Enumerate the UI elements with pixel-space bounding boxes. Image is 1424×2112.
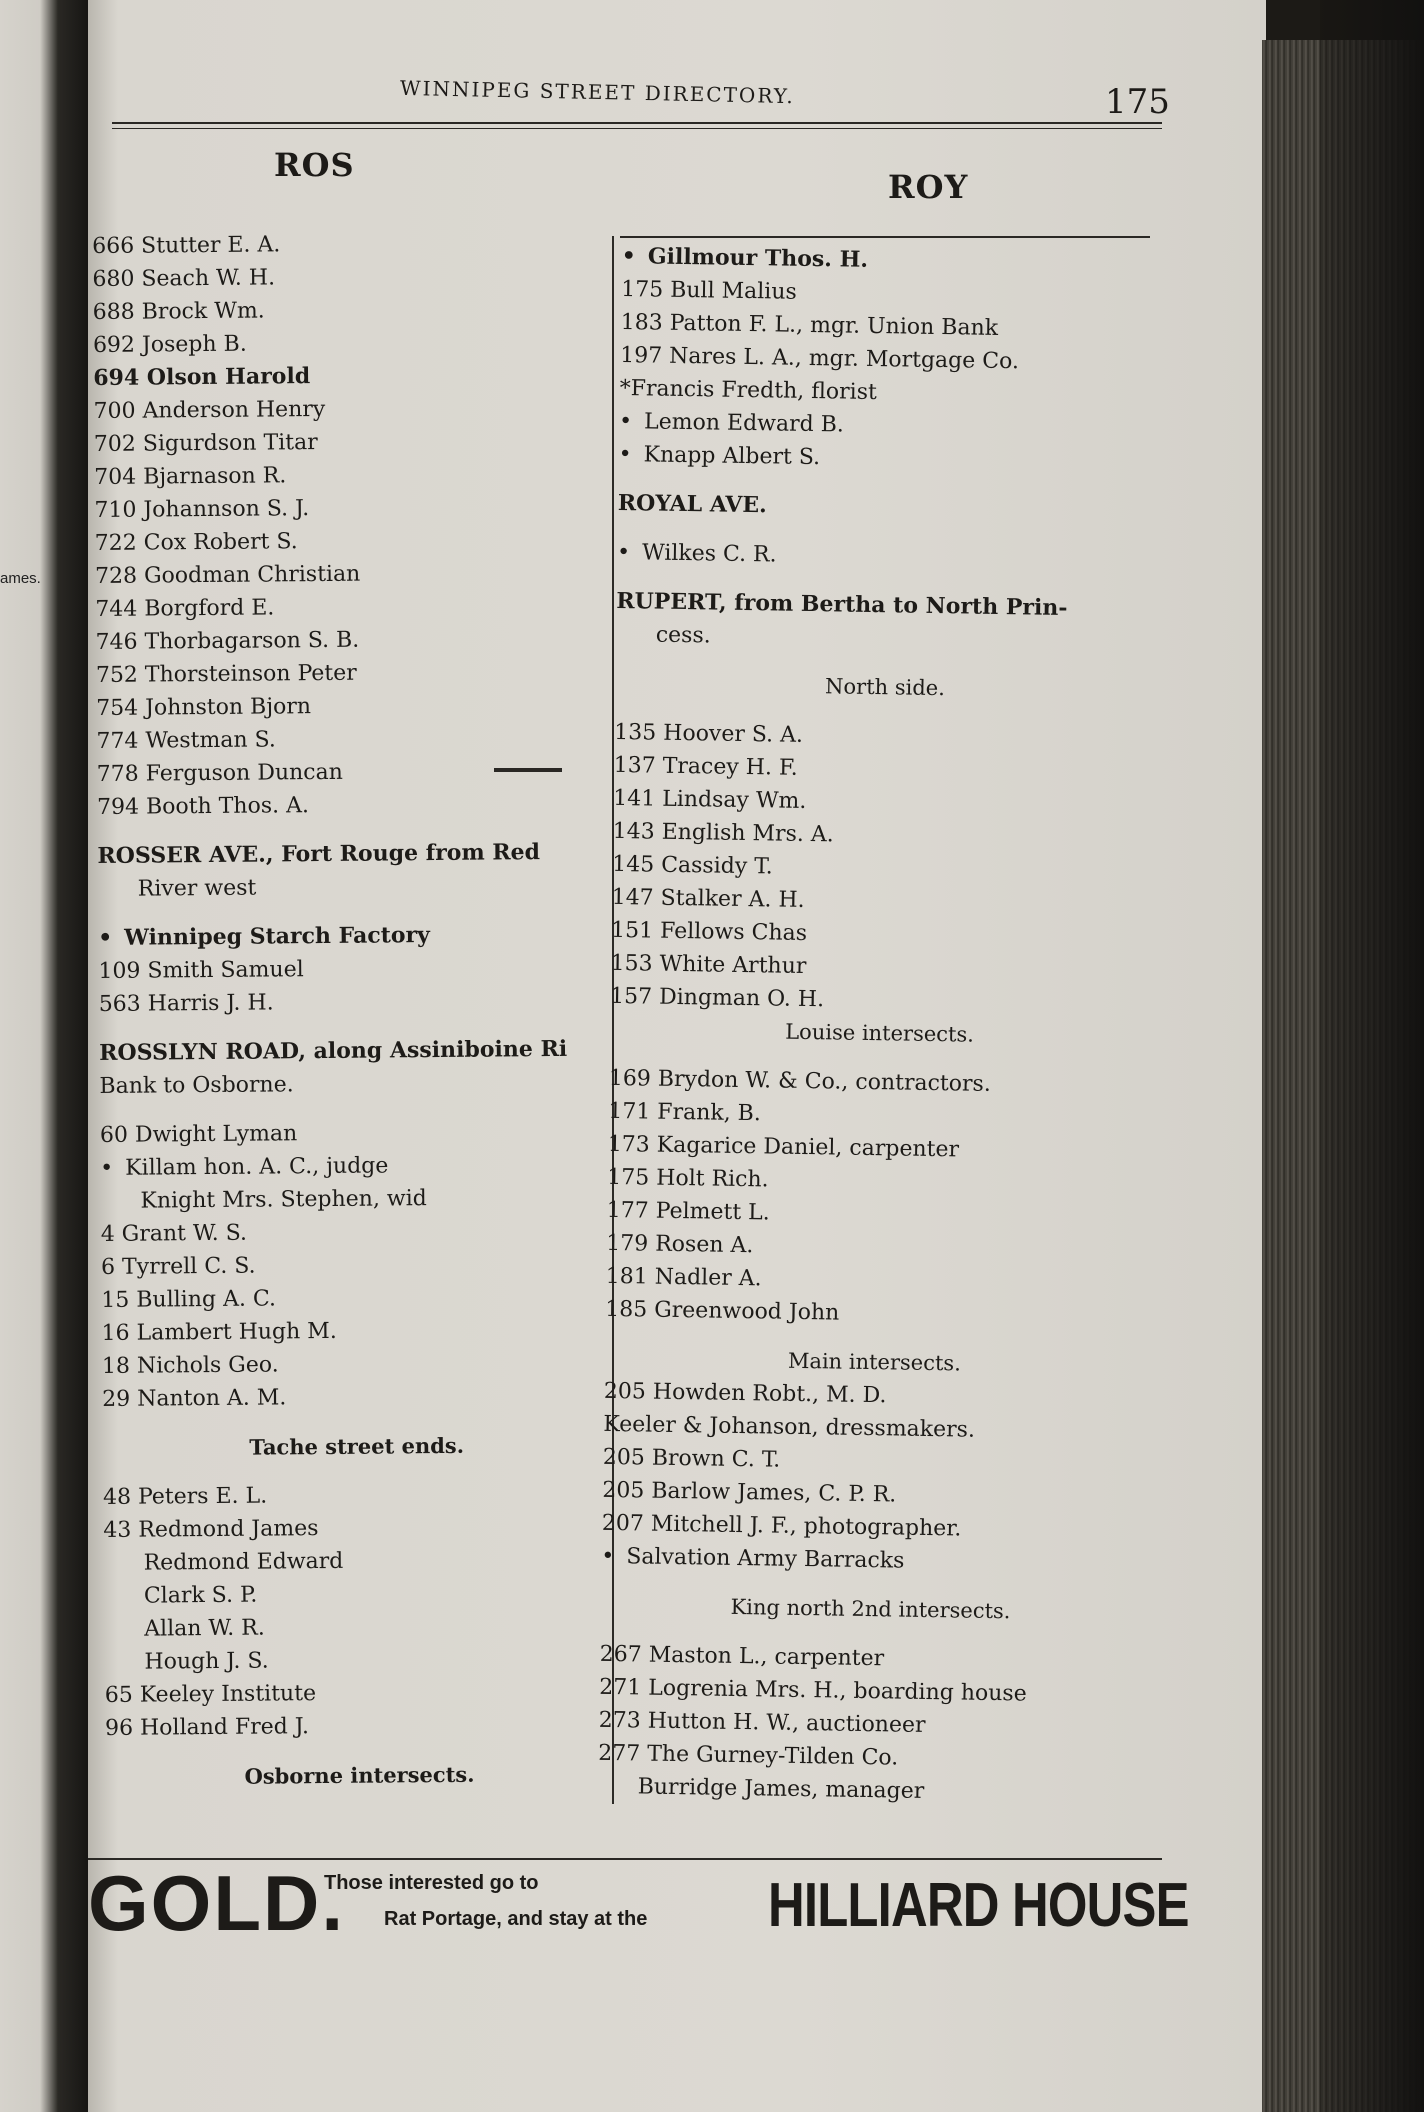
directory-entry: 778 Ferguson Duncan xyxy=(96,759,343,787)
directory-entry: 563 Harris J. H. xyxy=(98,990,274,1017)
directory-entry: 702 Sigurdson Titar xyxy=(93,430,318,457)
directory-entry: 175 Holt Rich. xyxy=(607,1164,769,1193)
directory-entry: 728 Goodman Christian xyxy=(94,561,361,589)
directory-entry: 277 The Gurney-Tilden Co. xyxy=(598,1740,899,1771)
directory-entry: 153 White Arthur xyxy=(610,950,807,979)
directory-entry: 710 Johannson S. J. xyxy=(94,496,310,523)
left-column xyxy=(92,226,614,1794)
advertisement xyxy=(88,1850,1262,1980)
directory-entry: Knight Mrs. Stephen, wid xyxy=(140,1186,427,1214)
directory-entry: 688 Brock Wm. xyxy=(92,298,265,325)
directory-entry: River west xyxy=(137,875,257,902)
book-edge-shadow xyxy=(1320,0,1424,2112)
directory-entry: 145 Cassidy T. xyxy=(611,851,773,880)
directory-entry: • Gillmour Thos. H. xyxy=(621,240,1161,281)
directory-entry: 18 Nichols Geo. xyxy=(101,1352,279,1379)
directory-entry: *Francis Fredth, florist xyxy=(619,375,878,406)
directory-entry: 157 Dingman O. H. xyxy=(609,983,825,1013)
directory-entry: 179 Rosen A. xyxy=(606,1230,754,1259)
right-guide-word: ROY xyxy=(888,168,969,206)
directory-entry: 722 Cox Robert S. xyxy=(94,529,298,556)
directory-entry: 680 Seach W. H. xyxy=(92,265,276,292)
directory-entry: ROSSLYN ROAD, along Assiniboine Ri xyxy=(99,1035,568,1066)
directory-entry: Keeler & Johanson, dressmakers. xyxy=(603,1411,976,1443)
directory-entry: 169 Brydon W. & Co., contractors. xyxy=(608,1065,991,1097)
directory-entry: 774 Westman S. xyxy=(96,727,276,754)
directory-entry: RUPERT, from Bertha to North Prin- xyxy=(616,587,1068,622)
directory-entry: ROYAL AVE. xyxy=(617,489,767,519)
directory-entry: 704 Bjarnason R. xyxy=(94,463,287,490)
directory-entry: • Salvation Army Barracks xyxy=(601,1540,1141,1581)
directory-entry: 207 Mitchell J. F., photographer. xyxy=(601,1510,962,1542)
directory-entry: 746 Thorbagarson S. B. xyxy=(95,627,360,655)
directory-entry: 271 Logrenia Mrs. H., boarding house xyxy=(599,1674,1027,1707)
directory-entry: Main intersects. xyxy=(787,1348,962,1376)
directory-entry: • Killam hon. A. C., judge xyxy=(100,1148,608,1185)
directory-entry: 151 Fellows Chas xyxy=(610,917,808,946)
directory-entry: 754 Johnston Bjorn xyxy=(96,694,312,721)
directory-entry: 692 Joseph B. xyxy=(92,331,247,358)
ad-line-2: Rat Portage, and stay at the xyxy=(384,1908,648,1930)
directory-entry: Redmond Edward xyxy=(143,1548,344,1576)
directory-entry: 15 Bulling A. C. xyxy=(101,1286,277,1313)
directory-entry: 666 Stutter E. A. xyxy=(92,232,281,259)
directory-entry: cess. xyxy=(655,622,711,649)
directory-entry: 147 Stalker A. H. xyxy=(611,884,805,913)
left-guide-word: ROS xyxy=(274,146,355,184)
directory-entry: • Lemon Edward B. xyxy=(619,405,1159,446)
directory-entry: ROSSER AVE., Fort Rouge from Red xyxy=(97,839,541,869)
directory-entry: 183 Patton F. L., mgr. Union Bank xyxy=(620,309,999,341)
directory-entry: Clark S. P. xyxy=(143,1582,258,1609)
directory-entry: 65 Keeley Institute xyxy=(104,1681,317,1708)
directory-entry: King north 2nd intersects. xyxy=(730,1594,1011,1624)
directory-entry: 205 Barlow James, C. P. R. xyxy=(602,1477,897,1508)
ad-hotel-name: HILLIARD HOUSE xyxy=(768,1871,1189,1940)
directory-entry: Osborne intersects. xyxy=(244,1761,475,1789)
directory-entry: 181 Nadler A. xyxy=(605,1263,762,1292)
directory-entry: 273 Hutton H. W., auctioneer xyxy=(598,1707,926,1738)
directory-entry: 29 Nanton A. M. xyxy=(102,1385,287,1412)
directory-entry: 173 Kagarice Daniel, carpenter xyxy=(607,1131,960,1163)
directory-entry: 185 Greenwood John xyxy=(605,1296,840,1326)
directory-entry: North side. xyxy=(824,674,946,701)
directory-entry: 700 Anderson Henry xyxy=(93,396,326,424)
directory-entry: Louise intersects. xyxy=(785,1019,975,1047)
directory-entry: 96 Holland Fred J. xyxy=(104,1714,310,1741)
directory-entry: 4 Grant W. S. xyxy=(100,1220,248,1247)
directory-entry: 16 Lambert Hugh M. xyxy=(101,1318,337,1346)
directory-entry: 43 Redmond James xyxy=(103,1516,319,1543)
header-rule-thin xyxy=(112,128,1162,129)
right-column xyxy=(597,240,1161,1811)
directory-entry: 752 Thorsteinson Peter xyxy=(95,660,357,688)
directory-entry: 175 Bull Malius xyxy=(621,276,797,305)
directory-entry: 48 Peters E. L. xyxy=(102,1483,268,1510)
running-header: WINNIPEG STREET DIRECTORY. xyxy=(399,75,796,109)
directory-entry: 197 Nares L. A., mgr. Mortgage Co. xyxy=(619,342,1020,375)
directory-entry: 267 Maston L., carpenter xyxy=(599,1641,885,1672)
directory-entry: 794 Booth Thos. A. xyxy=(96,793,310,820)
directory-entry: 205 Howden Robt., M. D. xyxy=(603,1378,887,1409)
directory-entry: Hough J. S. xyxy=(144,1648,269,1675)
directory-entry: • Winnipeg Starch Factory xyxy=(98,918,606,955)
directory-entry: Allan W. R. xyxy=(144,1615,265,1642)
directory-entry: 60 Dwight Lyman xyxy=(99,1121,298,1148)
directory-entry: 137 Tracey H. F. xyxy=(613,752,798,781)
directory-entry: • Wilkes C. R. xyxy=(617,536,1157,577)
directory-entry: 6 Tyrrell C. S. xyxy=(100,1253,256,1280)
page-number: 175 xyxy=(1105,82,1170,122)
directory-entry: Bank to Osborne. xyxy=(99,1072,294,1099)
facing-page-fragment: ames. xyxy=(0,570,41,587)
directory-entry: 694 Olson Harold xyxy=(93,363,311,391)
directory-entry: 109 Smith Samuel xyxy=(98,957,304,984)
directory-entry: 744 Borgford E. xyxy=(95,595,275,622)
directory-entry: 143 English Mrs. A. xyxy=(612,818,834,848)
directory-entry: Tache street ends. xyxy=(249,1432,465,1460)
header-rule xyxy=(112,122,1162,124)
directory-entry: 141 Lindsay Wm. xyxy=(613,785,807,814)
facing-page-edge xyxy=(0,0,92,2112)
ad-headline: GOLD. xyxy=(88,1859,345,1947)
directory-entry: 205 Brown C. T. xyxy=(602,1444,781,1473)
directory-entry: 171 Frank, B. xyxy=(608,1098,762,1127)
directory-entry: • Knapp Albert S. xyxy=(618,438,1158,479)
directory-entry: 135 Hoover S. A. xyxy=(614,719,804,748)
directory-entry: 177 Pelmett L. xyxy=(606,1197,770,1226)
directory-entry: Burridge James, manager xyxy=(637,1774,925,1804)
right-head-rule xyxy=(620,236,1150,238)
ad-line-1: Those interested go to xyxy=(324,1872,539,1894)
